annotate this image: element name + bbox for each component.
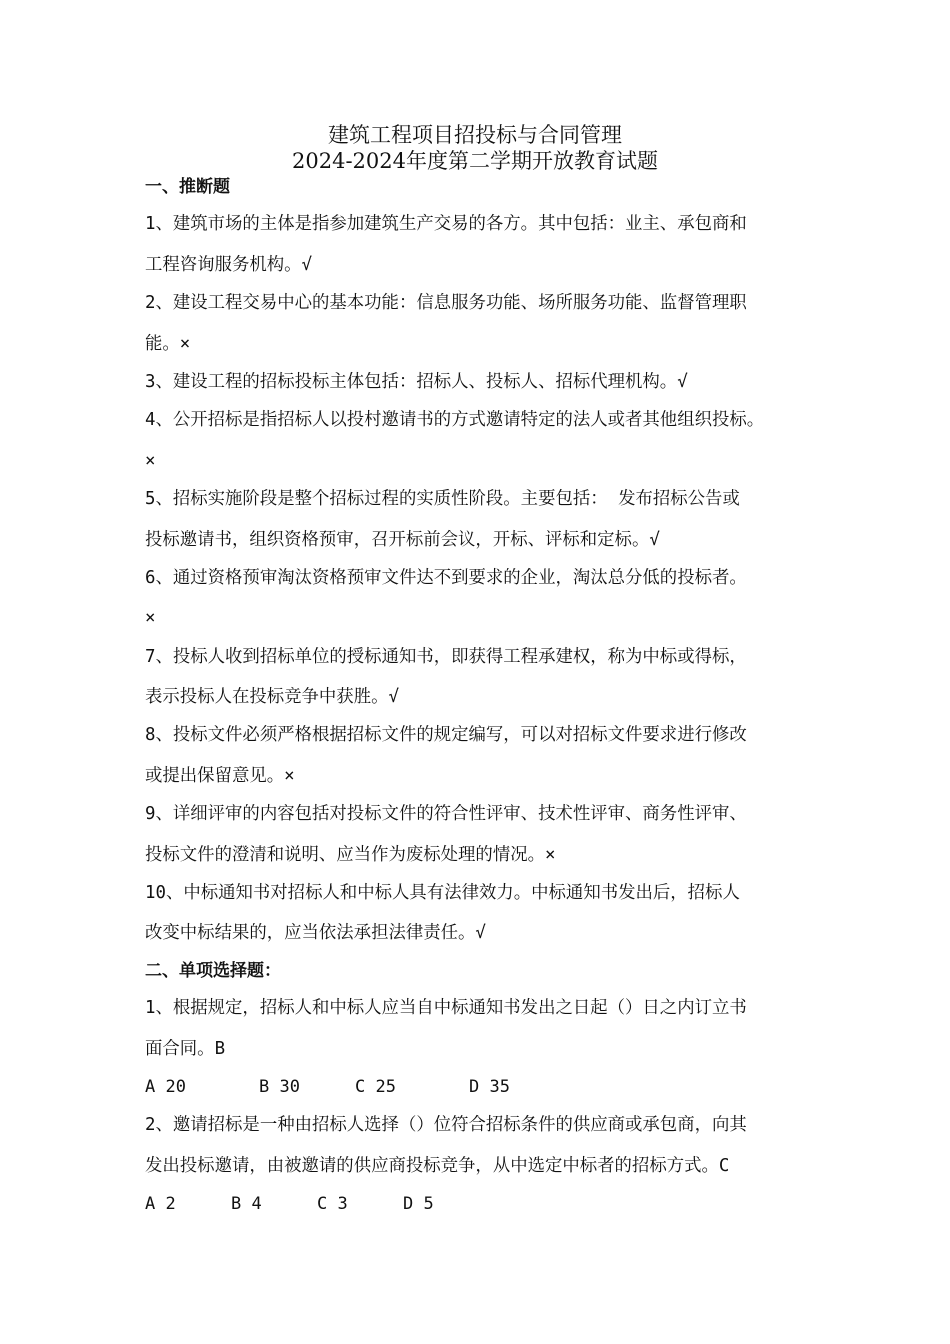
section1-line: 3、建设工程的招标投标主体包括：招标人、投标人、招标代理机构。√ (145, 372, 688, 392)
section1-line: 投标文件的澄清和说明、应当作为废标处理的情况。× (145, 845, 556, 865)
section1-line: 7、投标人收到招标单位的授标通知书，即获得工程承建权，称为中标或得标， (145, 647, 747, 667)
section1-line: × (145, 451, 156, 471)
section1-heading: 一、推断题 (145, 177, 230, 197)
q1-option-d: D 35 (469, 1077, 510, 1097)
section1-line: 1、建筑市场的主体是指参加建筑生产交易的各方。其中包括：业主、承包商和 (145, 214, 747, 234)
q1-option-c: C 25 (355, 1077, 396, 1097)
section1-line: 改变中标结果的，应当依法承担法律责任。√ (145, 923, 486, 943)
section2-heading: 二、单项选择题： (145, 961, 281, 981)
document-title: 建筑工程项目招投标与合同管理 (328, 123, 622, 147)
section1-line: 或提出保留意见。× (145, 766, 295, 786)
q2-option-b: B 4 (231, 1194, 262, 1214)
question-1-text-cont: 面合同。B (145, 1039, 226, 1059)
section1-line: 能。× (145, 334, 191, 354)
question-2-text: 2、邀请招标是一种由招标人选择（）位符合招标条件的供应商或承包商，向其 (145, 1115, 747, 1135)
section1-line: 表示投标人在投标竞争中获胜。√ (145, 687, 399, 707)
q2-option-d: D 5 (403, 1194, 434, 1214)
q1-option-a: A 20 (145, 1077, 186, 1097)
document-subtitle: 2024-2024年度第二学期开放教育试题 (292, 149, 658, 173)
section1-line: 10、中标通知书对招标人和中标人具有法律效力。中标通知书发出后，招标人 (145, 883, 740, 903)
section1-line: 9、详细评审的内容包括对投标文件的符合性评审、技术性评审、商务性评审、 (145, 804, 747, 824)
section1-line: 8、投标文件必须严格根据招标文件的规定编写，可以对招标文件要求进行修改 (145, 725, 747, 745)
section1-line: × (145, 608, 156, 628)
section1-line: 5、招标实施阶段是整个招标过程的实质性阶段。主要包括： 发布招标公告或 (145, 489, 740, 509)
section1-line: 投标邀请书，组织资格预审，召开标前会议，开标、评标和定标。√ (145, 530, 660, 550)
section1-line: 工程咨询服务机构。√ (145, 255, 312, 275)
section1-line: 2、建设工程交易中心的基本功能：信息服务功能、场所服务功能、监督管理职 (145, 293, 747, 313)
q1-option-b: B 30 (259, 1077, 300, 1097)
question-1-text: 1、根据规定，招标人和中标人应当自中标通知书发出之日起（）日之内订立书 (145, 998, 747, 1018)
section1-line: 4、公开招标是指招标人以投村邀请书的方式邀请特定的法人或者其他组织投标。 (145, 410, 765, 430)
question-2-text-cont: 发出投标邀请，由被邀请的供应商投标竞争，从中选定中标者的招标方式。C (145, 1156, 730, 1176)
q2-option-c: C 3 (317, 1194, 348, 1214)
q2-option-a: A 2 (145, 1194, 176, 1214)
section1-line: 6、通过资格预审淘汰资格预审文件达不到要求的企业，淘汰总分低的投标者。 (145, 568, 747, 588)
